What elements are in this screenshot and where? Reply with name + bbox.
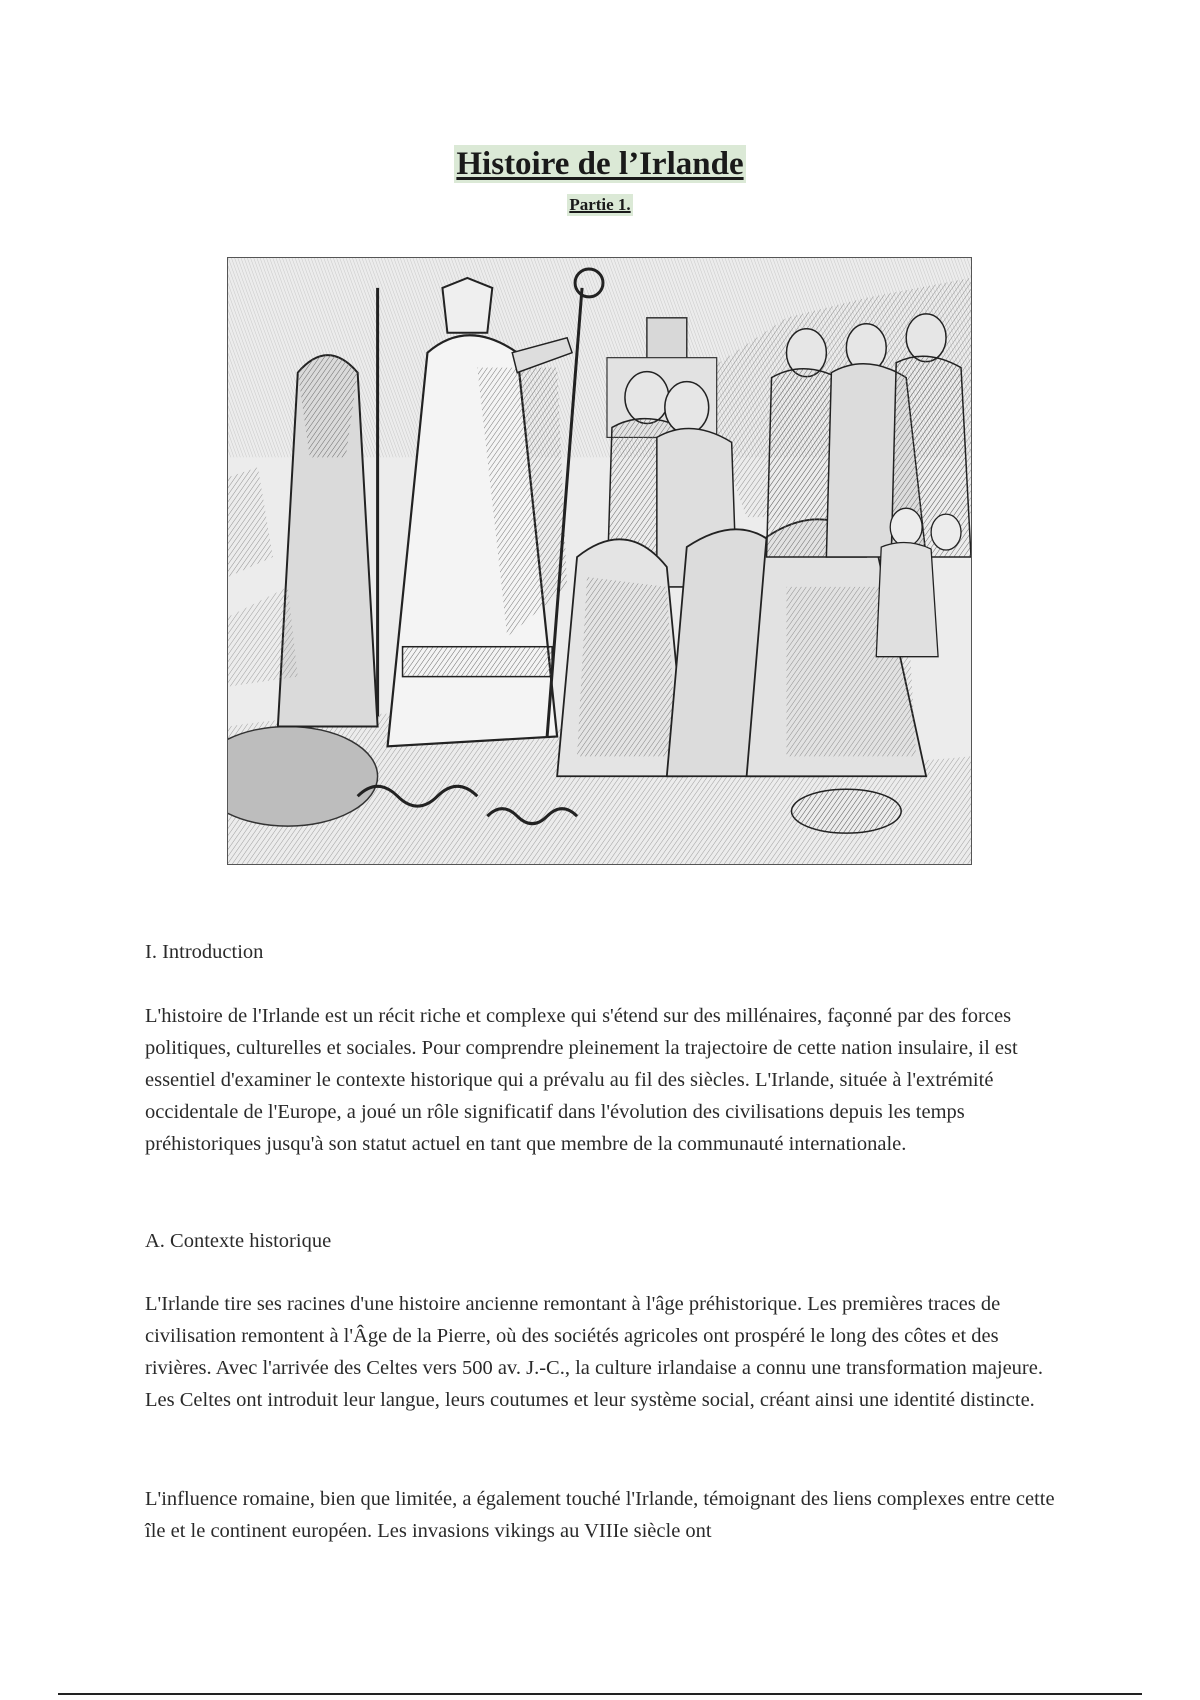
engraving-illustration [227,257,972,865]
footer-divider [58,1693,1142,1695]
engraving-illustration-icon [228,258,971,864]
paragraph-introduction: L'histoire de l'Irlande est un récit riche et complexe qui s'étend sur des millénaires, façonné par des forces politiques, culturelles et sociales. Pour comprendre pleinement la trajectoire de cette nation insulaire, il est essentiel d'examiner le contexte historique qui a prévalu au fil des siècles. L'Irlande, située à l'extrémité occidentale de l'Europe, a joué un rôle significatif dans l'évolution des civilisations depuis les temps préhistoriques jusqu'à son statut actuel en tant que membre de la communauté internationale. [145,1005,1018,1155]
page-subtitle-wrapper [0,194,1200,216]
page-title-wrapper [0,145,1200,183]
page-title: Histoire de l’Irlande [456,146,744,182]
paragraph-context-2: L'influence romaine, bien que limitée, a également touché l'Irlande, témoignant des liens complexes entre cette île et le continent européen. Les invasions vikings au VIIIe siècle ont [145,1488,1055,1542]
section-heading-introduction: I. Introduction [145,941,264,963]
paragraph-context-1: L'Irlande tire ses racines d'une histoire ancienne remontant à l'âge préhistorique. Les premières traces de civilisation remontent à l'Âge de la Pierre, où des sociétés agricoles ont prospéré le long des côtes et des rivières. Avec l'arrivée des Celtes vers 500 av. J.-C., la culture irlandaise a connu une transformation majeure. Les Celtes ont introduit leur langue, leurs coutumes et leur système social, créant ainsi une identité distincte. [145,1293,1043,1411]
section-heading-context: A. Contexte historique [145,1230,332,1252]
page-subtitle: Partie 1. [569,195,631,214]
